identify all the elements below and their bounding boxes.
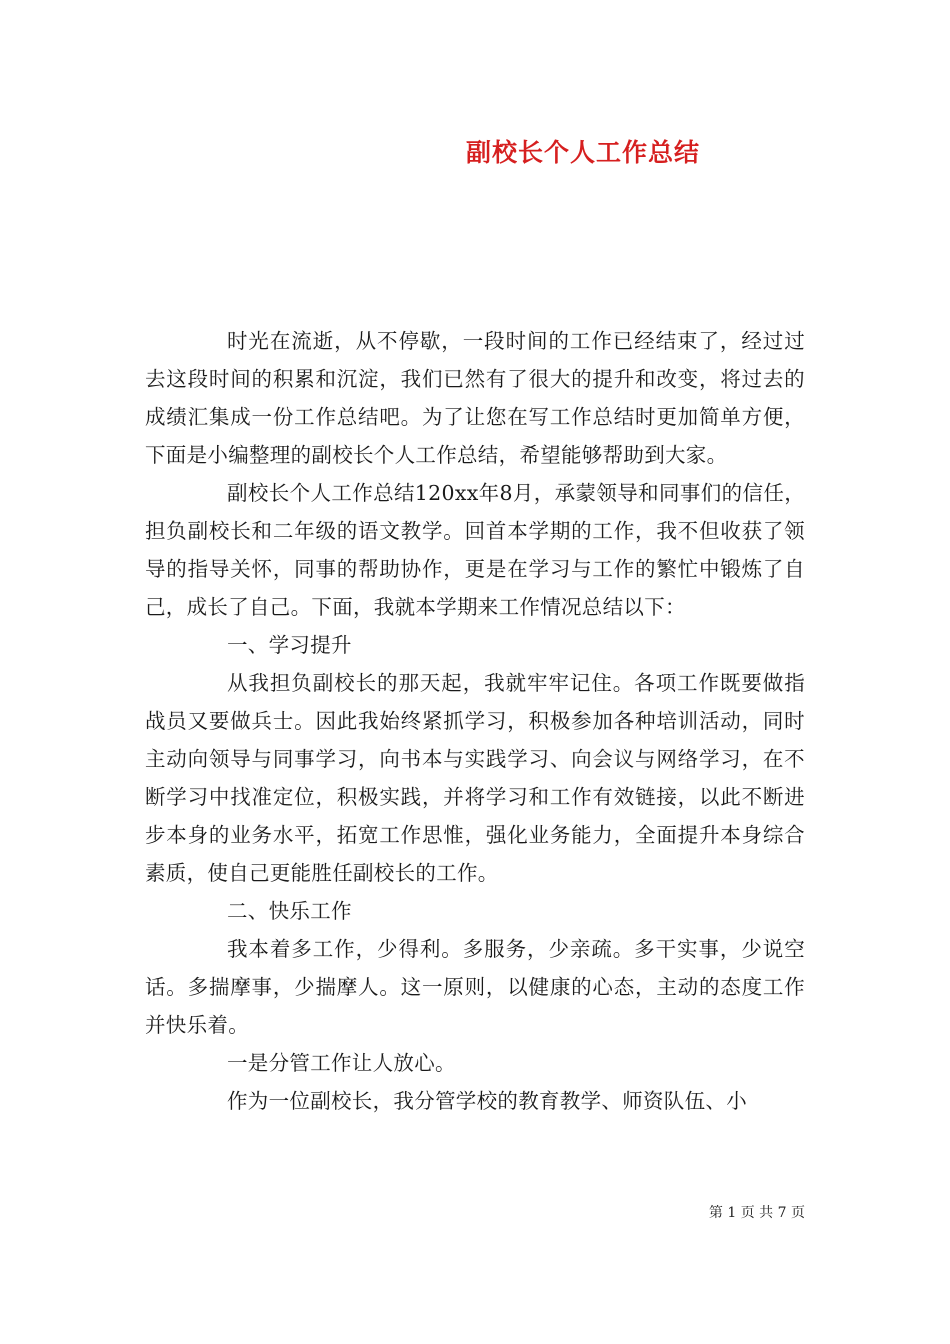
intro-paragraph: 时光在流逝，从不停歇，一段时间的工作已经结束了，经过过去这段时间的积累和沉淀，我们已然有了很大的提升和改变，将过去的成绩汇集成一份工作总结吧。为了让您在写工作总结时更加简单方便，下面是小编整理的副校长个人工作总结，希望能够帮助到大家。 [145, 329, 805, 467]
page-number: 第 1 页 共 7 页 [708, 1205, 805, 1221]
page-title: 副校长个人工作总结 [465, 138, 700, 167]
subheading-management: 一是分管工作让人放心。 [227, 1051, 456, 1075]
section-heading-study: 一、学习提升 [227, 633, 352, 657]
summary-paragraph: 副校长个人工作总结120xx年8月，承蒙领导和同事们的信任，担负副校长和二年级的语文教学。回首本学期的工作，我不但收获了领导的指导关怀，同事的帮助协作，更是在学习与工作的繁忙中锻炼了自己，成长了自己。下面，我就本学期来工作情况总结以下： [145, 481, 805, 619]
work-paragraph: 我本着多工作，少得利。多服务，少亲疏。多干实事，少说空话。多揣摩事，少揣摩人。这一原则，以健康的心态，主动的态度工作并快乐着。 [145, 937, 805, 1037]
study-paragraph: 从我担负副校长的那天起，我就牢牢记住。各项工作既要做指战员又要做兵士。因此我始终紧抓学习，积极参加各种培训活动，同时主动向领导与同事学习，向书本与实践学习、向会议与网络学习，在不断学习中找准定位，积极实践，并将学习和工作有效链接，以此不断进步本身的业务水平，拓宽工作思惟，强化业务能力，全面提升本身综合素质，使自己更能胜任副校长的工作。 [145, 671, 805, 885]
section-heading-work: 二、快乐工作 [227, 899, 352, 923]
management-paragraph: 作为一位副校长，我分管学校的教育教学、师资队伍、小 [227, 1089, 747, 1113]
document-body [145, 322, 805, 1120]
